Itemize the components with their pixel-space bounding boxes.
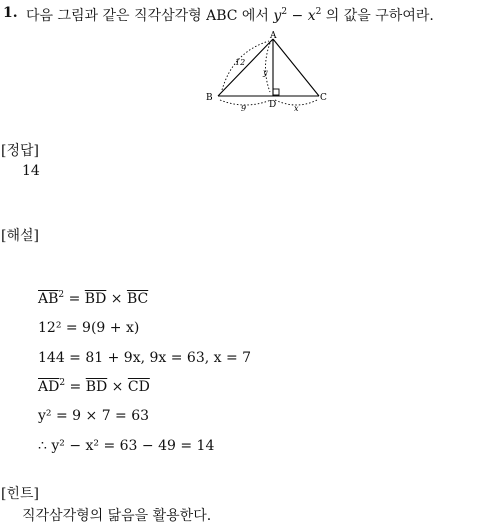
question-sup-b: 2 (315, 7, 322, 17)
label-x: x (294, 104, 299, 113)
segment-bc: $\overline{BC}$ (126, 291, 149, 307)
explanation-line-2: 12² = 9(9 + x) (38, 320, 140, 336)
segment-ab: $\overline{AB}$ (38, 291, 59, 307)
side-ac (273, 39, 319, 96)
explanation-line-3: 144 = 81 + 9x, 9x = 63, x = 7 (38, 350, 252, 366)
question-text-after: 의 값을 구하여라. (321, 8, 434, 24)
segment-cd: $\overline{CD}$ (127, 379, 150, 395)
line1-sup: 2 (58, 290, 65, 300)
line1-eq: = (64, 291, 85, 307)
explanation-header: [해설] (1, 228, 39, 244)
explanation-line-1 (38, 290, 148, 307)
explanation-line-5: y² = 9 × 7 = 63 (38, 408, 150, 424)
explanation-line-6: ∴ y² − x² = 63 − 49 = 14 (38, 438, 215, 454)
label-a: A (270, 31, 277, 41)
label-d: D (269, 100, 277, 110)
answer-value: 14 (22, 163, 40, 179)
question-sup-a: 2 (281, 7, 288, 17)
line4-eq: = (65, 379, 86, 395)
label-12: 12 (235, 58, 246, 67)
hint-header: [힌트] (1, 486, 39, 502)
label-y: y (263, 68, 268, 77)
segment-bd-2: $\overline{BD}$ (85, 379, 108, 395)
triangle-figure (195, 30, 345, 115)
question-text (26, 5, 434, 25)
line1-times: × (106, 291, 127, 307)
label-9: 9 (241, 104, 247, 113)
label-c: C (320, 93, 327, 103)
line4-sup: 2 (59, 378, 66, 388)
question-number: 1. (3, 5, 18, 21)
explanation-line-4 (38, 378, 150, 395)
question-var-x: x (307, 8, 316, 24)
right-angle-mark (273, 89, 279, 95)
question-minus: − (287, 8, 308, 24)
hint-text: 직각삼각형의 닮음을 활용한다. (22, 508, 212, 524)
question-var-y: y (273, 8, 282, 24)
segment-bd: $\overline{BD}$ (84, 291, 107, 307)
question-text-before: 다음 그림과 같은 직각삼각형 ABC 에서 (26, 8, 274, 24)
label-b: B (206, 93, 213, 103)
segment-ad: $\overline{AD}$ (38, 379, 60, 395)
line4-times: × (107, 379, 128, 395)
answer-header: [정답] (1, 143, 39, 159)
arc-ab (222, 41, 269, 90)
